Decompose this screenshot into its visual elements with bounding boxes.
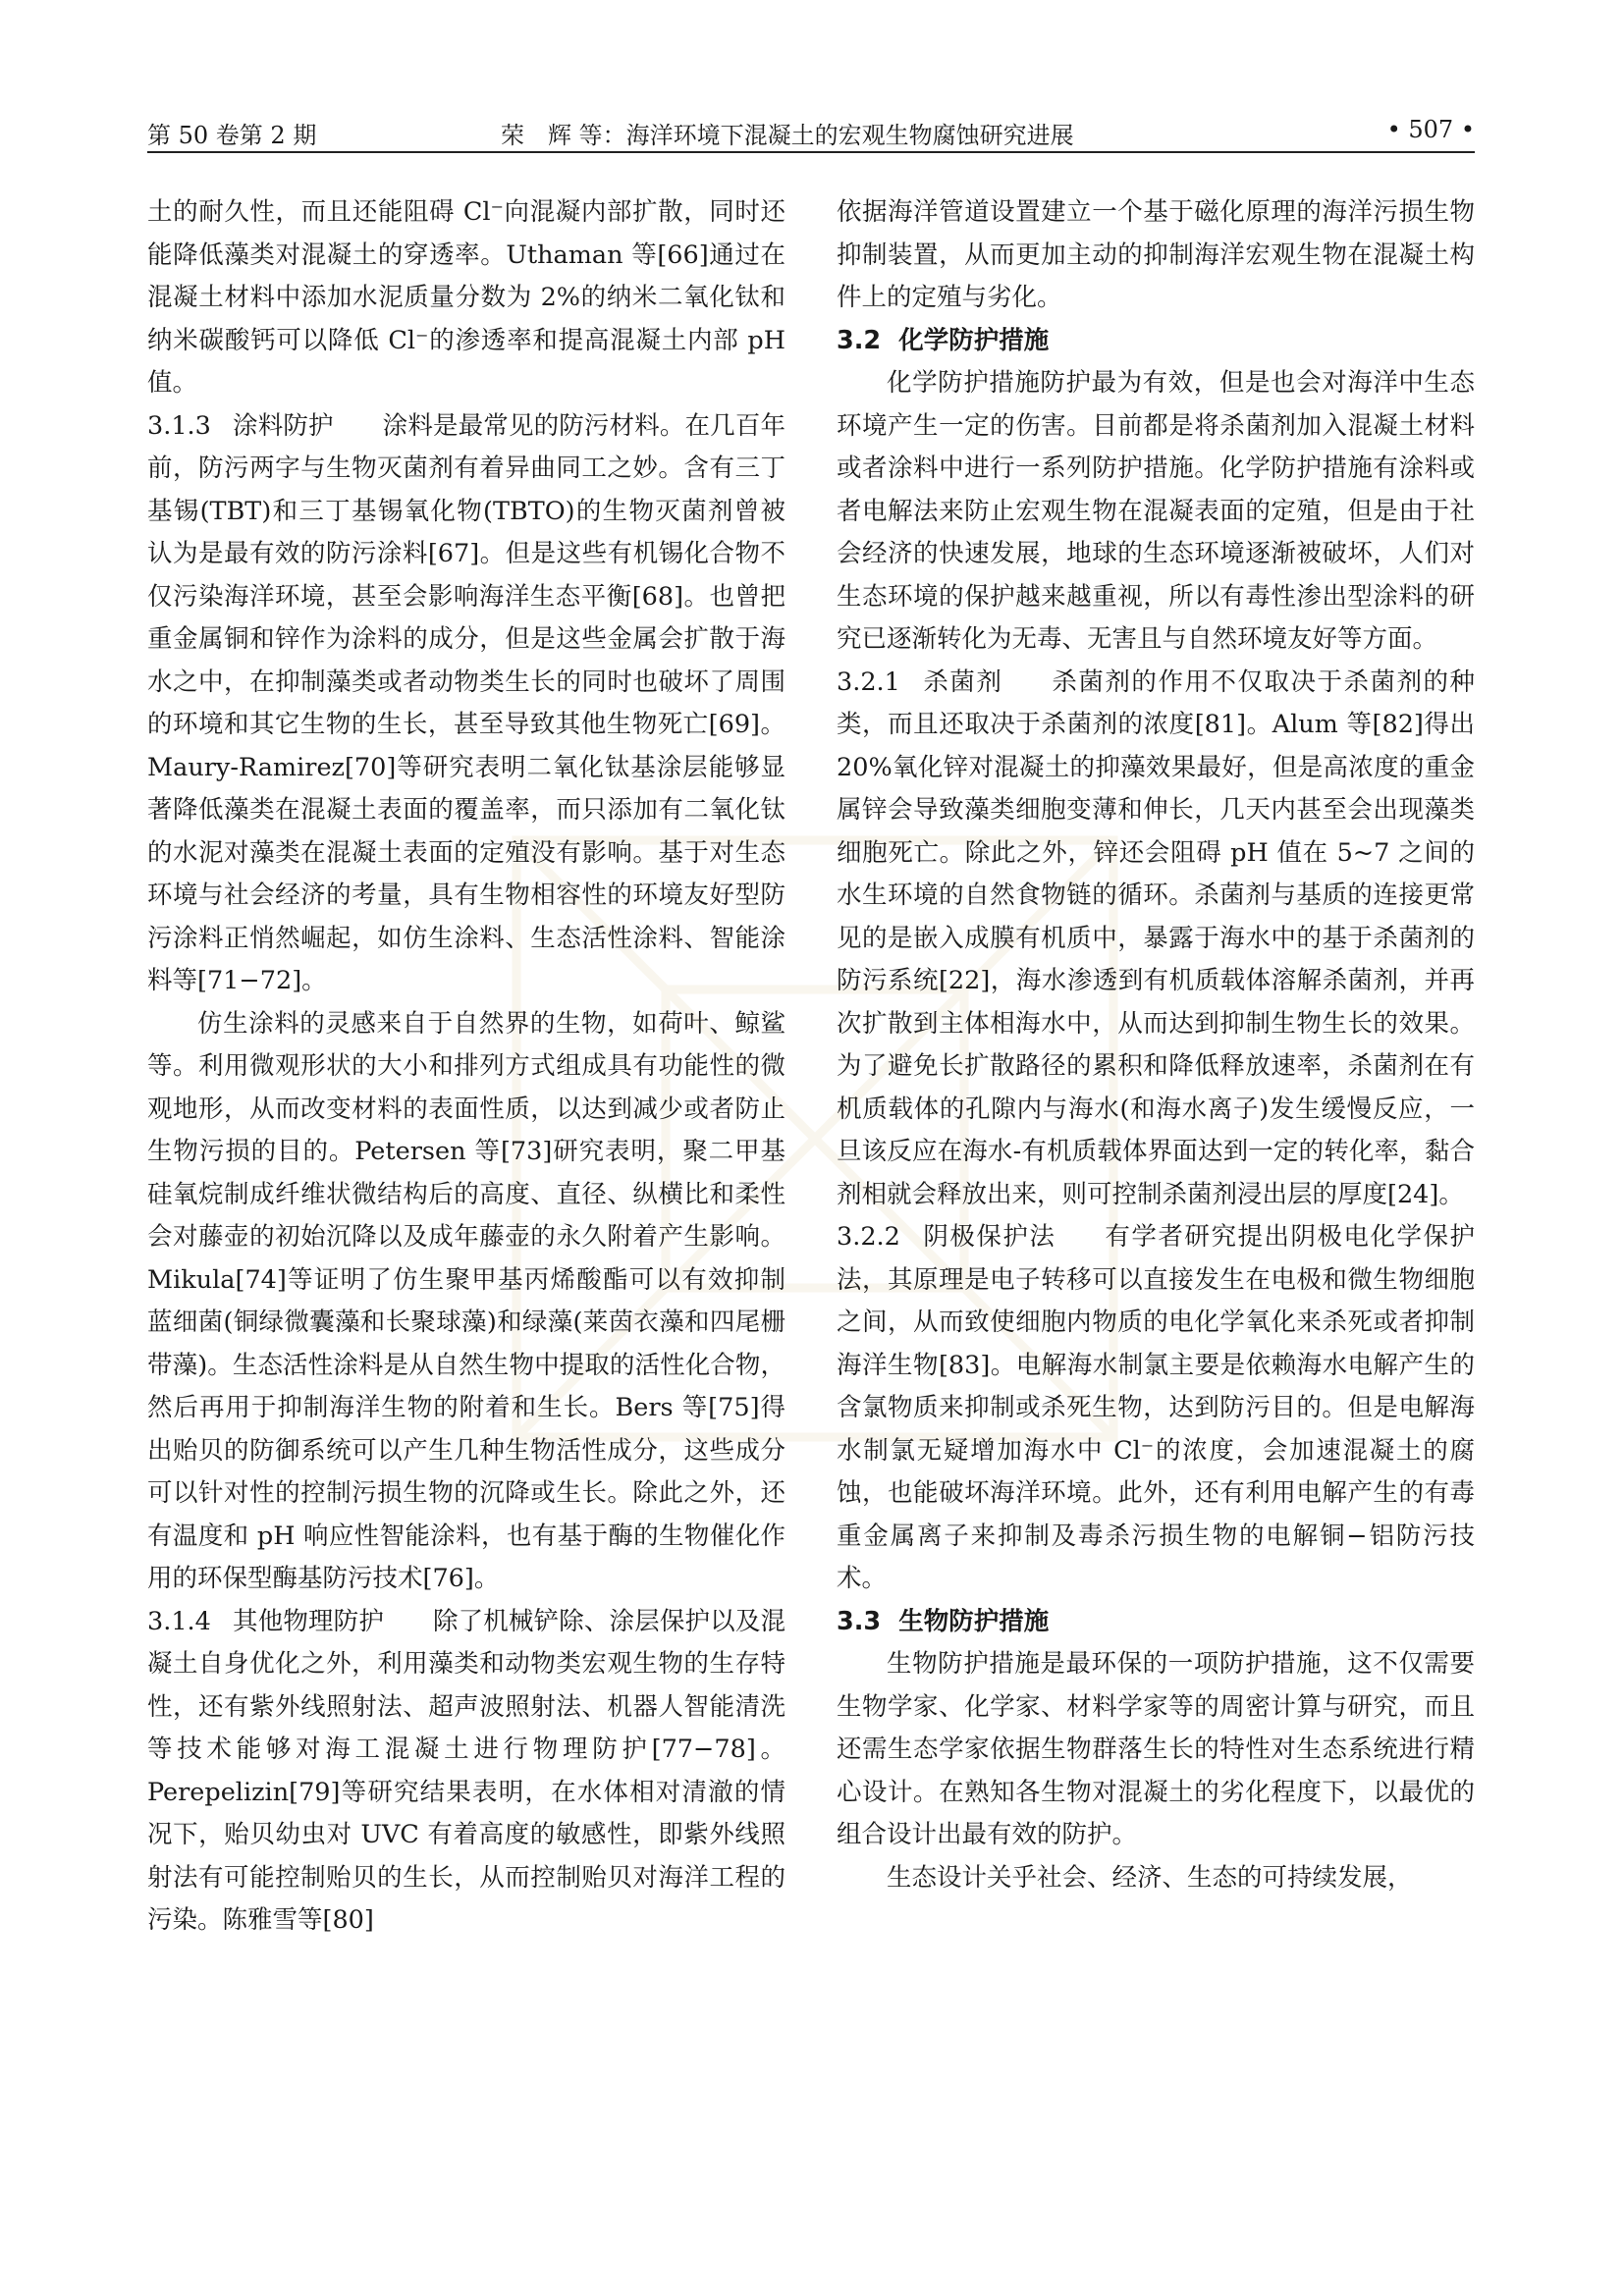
section-number: 3.2 (837, 325, 882, 355)
section-title: 杀菌剂 (921, 667, 1003, 697)
section-title: 涂料防护 (232, 410, 334, 441)
left-column (147, 191, 785, 1943)
section-number: 3.2.2 (837, 1222, 900, 1252)
subsection-3-2-1 (837, 662, 1475, 1217)
paragraph: 土的耐久性，而且还能阻碍 Cl⁻向混凝内部扩散，同时还能降低藻类对混凝土的穿透率。Uthaman 等[66]通过在混凝土材料中添加水泥质量分数为 2%的纳米二氧化钛和纳米碳酸钙可以降低 Cl⁻的渗透率和提高混凝土内部 pH 值。 (147, 197, 785, 398)
page-number: • 507 • (1386, 116, 1475, 143)
section-heading-3-3 (837, 1601, 1475, 1644)
running-title: 荣 辉 等：海洋环境下混凝土的宏观生物腐蚀研究进展 (501, 122, 1074, 149)
section-title: 生物防护措施 (898, 1606, 1050, 1636)
section-title: 其他物理防护 (232, 1606, 384, 1636)
section-number: 3.2.1 (837, 667, 900, 697)
paragraph: 除了机械铲除、涂层保护以及混凝土自身优化之外，利用藻类和动物类宏观生物的生存特性，还有紫外线照射法、超声波照射法、机器人智能清洗等技术能够对海工混凝土进行物理防护[77−78]。Perepelizin[79]等研究结果表明，在水体相对清澈的情况下，贻贝幼虫对 UVC 有着高度的敏感性，即紫外线照射法有可能控制贻贝的生长，从而控制贻贝对海洋工程的污染。陈雅雪等[80] (147, 1606, 785, 1935)
section-number: 3.1.4 (147, 1606, 211, 1636)
section-number: 3.1.3 (147, 410, 211, 441)
paragraph: 杀菌剂的作用不仅取决于杀菌剂的种类，而且还取决于杀菌剂的浓度[81]。Alum 等[82]得出 20%氧化锌对混凝土的抑藻效果最好，但是高浓度的重金属锌会导致藻类细胞变薄和伸长，几天内甚至会出现藻类细胞死亡。除此之外，锌还会阻碍 pH 值在 5~7 之间的水生环境的自然食物链的循环。杀菌剂与基质的连接更常见的是嵌入成膜有机质中，暴露于海水中的基于杀菌剂的防污系统[22]，海水渗透到有机质载体溶解杀菌剂，并再次扩散到主体相海水中，从而达到抑制生物生长的效果。为了避免长扩散路径的累积和降低释放速率，杀菌剂在有机质载体的孔隙内与海水(和海水离子)发生缓慢反应，一旦该反应在海水-有机质载体界面达到一定的转化率，黏合剂相就会释放出来，则可控制杀菌剂浸出层的厚度[24]。 (837, 667, 1475, 1209)
section-title: 阴极保护法 (921, 1222, 1056, 1252)
running-header (147, 116, 1475, 153)
right-column (837, 191, 1475, 1899)
subsection-3-1-4 (147, 1601, 785, 1943)
paragraph: 生态设计关乎社会、经济、生态的可持续发展， (887, 1862, 1413, 1893)
section-number: 3.3 (837, 1606, 882, 1636)
subsection-3-1-3 (147, 405, 785, 1003)
paragraph: 化学防护措施防护最为有效，但是也会对海洋中生态环境产生一定的伤害。目前都是将杀菌剂加入混凝土材料或者涂料中进行一系列防护措施。化学防护措施有涂料或者电解法来防止宏观生物在混凝表面的定殖，但是由于社会经济的快速发展，地球的生态环境逐渐被破坏，人们对生态环境的保护越来越重视，所以有毒性渗出型涂料的研究已逐渐转化为无毒、无害且与自然环境友好等方面。 (837, 368, 1475, 654)
section-heading-3-2 (837, 320, 1475, 363)
paragraph: 有学者研究提出阴极电化学保护法，其原理是电子转移可以直接发生在电极和微生物细胞之间，从而致使细胞内物质的电化学氧化来杀死或者抑制海洋生物[83]。电解海水制氯主要是依赖海水电解产生的含氯物质来抑制或杀死生物，达到防污目的。但是电解海水制氯无疑增加海水中 Cl⁻的浓度，会加速混凝土的腐蚀，也能破坏海洋环境。此外，还有利用电解产生的有毒重金属离子来抑制及毒杀污损生物的电解铜−铝防污技术。 (837, 1222, 1475, 1593)
paragraph: 生物防护措施是最环保的一项防护措施，这不仅需要生物学家、化学家、材料学家等的周密计算与研究，而且还需生态学家依据生物群落生长的特性对生态系统进行精心设计。在熟知各生物对混凝土的劣化程度下，以最优的组合设计出最有效的防护。 (837, 1649, 1475, 1849)
paragraph: 仿生涂料的灵感来自于自然界的生物，如荷叶、鲸鲨等。利用微观形状的大小和排列方式组成具有功能性的微观地形，从而改变材料的表面性质，以达到减少或者防止生物污损的目的。Petersen 等[73]研究表明，聚二甲基硅氧烷制成纤维状微结构后的高度、直径、纵横比和柔性会对藤壶的初始沉降以及成年藤壶的永久附着产生影响。Mikula[74]等证明了仿生聚甲基丙烯酸酯可以有效抑制蓝细菌(铜绿微囊藻和长聚球藻)和绿藻(莱茵衣藻和四尾栅带藻)。生态活性涂料是从自然生物中提取的活性化合物，然后再用于抑制海洋生物的附着和生长。Bers 等[75]得出贻贝的防御系统可以产生几种生物活性成分，这些成分可以针对性的控制污损生物的沉降或生长。除此之外，还有温度和 pH 响应性智能涂料，也有基于酶的生物催化作用的环保型酶基防污技术[76]。 (147, 1008, 785, 1593)
section-title: 化学防护措施 (898, 325, 1050, 355)
paragraph: 涂料是最常见的防污材料。在几百年前，防污两字与生物灭菌剂有着异曲同工之妙。含有三丁基锡(TBT)和三丁基锡氧化物(TBTO)的生物灭菌剂曾被认为是最有效的防污涂料[67]。但是这些有机锡化合物不仅污染海洋环境，甚至会影响海洋生态平衡[68]。也曾把重金属铜和锌作为涂料的成分，但是这些金属会扩散于海水之中，在抑制藻类或者动物类生长的同时也破坏了周围的环境和其它生物的生长，甚至导致其他生物死亡[69]。Maury-Ramirez[70]等研究表明二氧化钛基涂层能够显著降低藻类在混凝土表面的覆盖率，而只添加有二氧化钛的水泥对藻类在混凝土表面的定殖没有影响。基于对生态环境与社会经济的考量，具有生物相容性的环境友好型防污涂料正悄然崛起，如仿生涂料、生态活性涂料、智能涂料等[71−72]。 (147, 410, 785, 995)
subsection-3-2-2 (837, 1216, 1475, 1601)
journal-volume-issue: 第 50 卷第 2 期 (147, 122, 317, 149)
paragraph: 依据海洋管道设置建立一个基于磁化原理的海洋污损生物抑制装置，从而更加主动的抑制海洋宏观生物在混凝土构件上的定殖与劣化。 (837, 197, 1475, 312)
